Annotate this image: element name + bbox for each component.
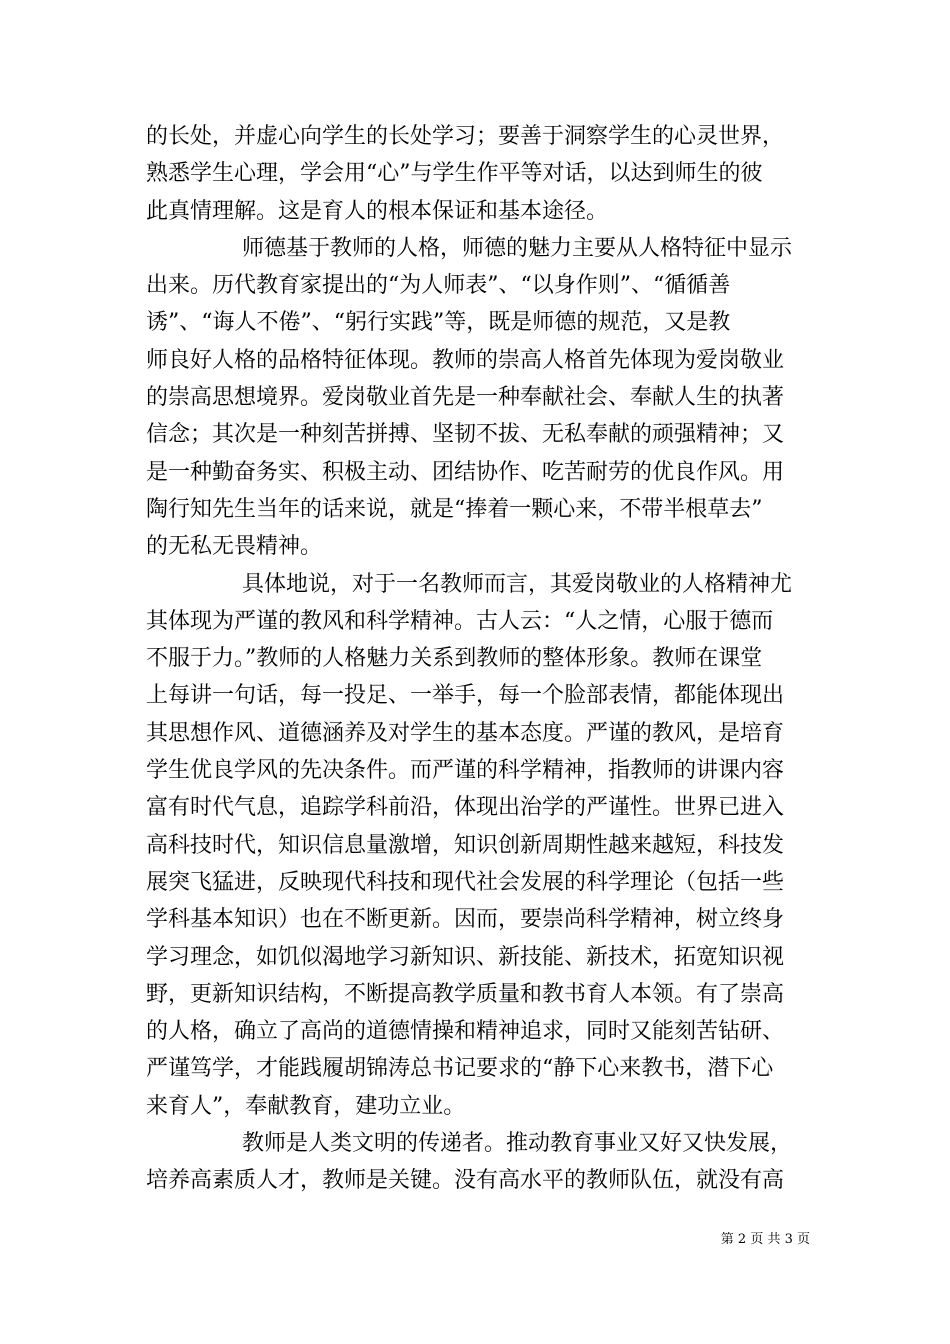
- text-line: 师良好人格的品格特征体现。教师的崇高人格首先体现为爱岗敬业: [146, 347, 785, 373]
- page-number-footer: 第 2 页 共 3 页: [720, 1232, 810, 1247]
- text-line: 的人格，确立了高尚的道德情操和精神追求，同时又能刻苦钻研、: [146, 1019, 785, 1045]
- text-line: 学生优良学风的先决条件。而严谨的科学精神，指教师的讲课内容: [146, 758, 785, 784]
- body-text: [146, 118, 810, 1200]
- text-line: 是一种勤奋务实、积极主动、团结协作、吃苦耐劳的优良作风。用: [146, 459, 785, 485]
- text-line: 其体现为严谨的教风和科学精神。古人云：“人之情，心服于德而: [146, 608, 774, 634]
- text-line: 上每讲一句话，每一投足、一举手，每一个脸部表情，都能体现出: [146, 683, 785, 709]
- text-line: 信念；其次是一种刻苦拼搏、坚韧不拔、无私奉献的顽强精神；又: [146, 422, 785, 448]
- text-line: 诱”、“诲人不倦”、“躬行实践”等，既是师德的规范，又是教: [146, 310, 731, 336]
- paragraph-start-line: 师德基于教师的人格，师德的魅力主要从人格特征中显示: [242, 235, 793, 261]
- text-line: 其思想作风、道德涵养及对学生的基本态度。严谨的教风，是培育: [146, 720, 785, 746]
- text-line: 陶行知先生当年的话来说，就是“捧着一颗心来，不带半根草去”: [146, 496, 763, 522]
- text-line: 富有时代气息，追踪学科前沿，体现出治学的严谨性。世界已进入: [146, 795, 785, 821]
- text-line: 此真情理解。这是育人的根本保证和基本途径。: [146, 198, 609, 224]
- text-line: 培养高素质人才，教师是关键。没有高水平的教师队伍，就没有高: [146, 1168, 785, 1194]
- text-line: 严谨笃学，才能践履胡锦涛总书记要求的“静下心来教书，潜下心: [146, 1056, 774, 1082]
- text-line: 的崇高思想境界。爱岗敬业首先是一种奉献社会、奉献人生的执著: [146, 385, 785, 411]
- text-line: 展突飞猛进，反映现代科技和现代社会发展的科学理论（包括一些: [146, 869, 785, 895]
- text-line: 不服于力。”教师的人格魅力关系到教师的整体形象。教师在课堂: [146, 646, 763, 672]
- text-line: 出来。历代教育家提出的“为人师表”、“以身作则”、“循循善: [146, 273, 731, 299]
- text-line: 的无私无畏精神。: [146, 534, 323, 560]
- text-line: 来育人”，奉献教育，建功立业。: [146, 1093, 466, 1119]
- text-line: 学科基本知识）也在不断更新。因而，要崇尚科学精神，树立终身: [146, 907, 785, 933]
- paragraph-start-line: 教师是人类文明的传递者。推动教育事业又好又快发展，: [242, 1131, 793, 1157]
- text-line: 学习理念，如饥似渴地学习新知识、新技能、新技术，拓宽知识视: [146, 944, 785, 970]
- paragraph-start-line: 具体地说，对于一名教师而言，其爱岗敬业的人格精神尤: [242, 571, 793, 597]
- text-line: 野，更新知识结构，不断提高教学质量和教书育人本领。有了崇高: [146, 981, 785, 1007]
- text-line: 的长处，并虚心向学生的长处学习；要善于洞察学生的心灵世界，: [146, 124, 785, 149]
- text-line: 高科技时代，知识信息量激增，知识创新周期性越来越短，科技发: [146, 832, 785, 858]
- text-line: 熟悉学生心理，学会用“心”与学生作平等对话，以达到师生的彼: [146, 161, 763, 187]
